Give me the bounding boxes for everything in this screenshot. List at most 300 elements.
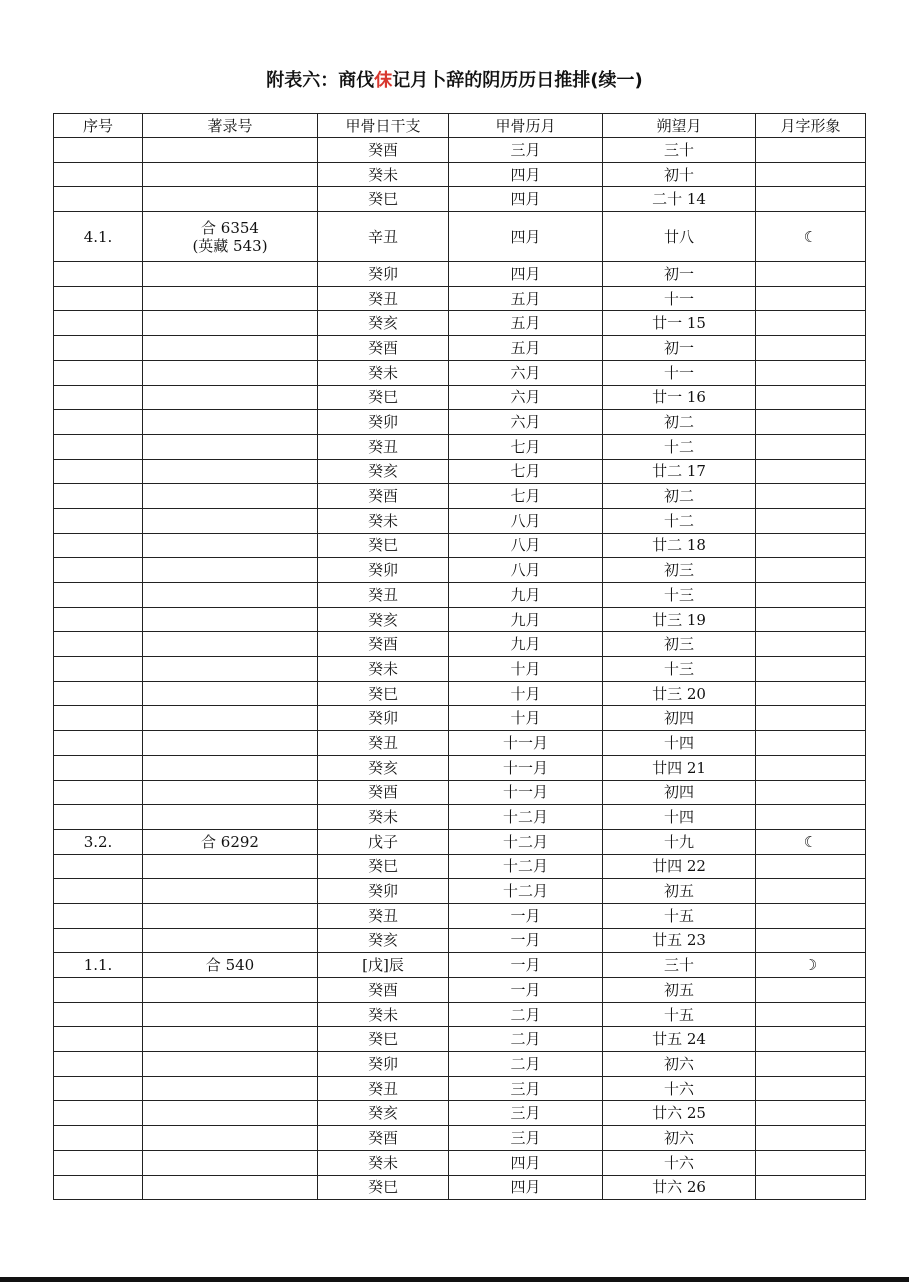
month-cell: 七月 xyxy=(449,459,603,484)
ganzhi-cell: 癸未 xyxy=(318,162,449,187)
ref-cell xyxy=(143,459,318,484)
lunar-cell: 十五 xyxy=(603,903,756,928)
header-ref: 著录号 xyxy=(143,114,318,138)
month-cell: 九月 xyxy=(449,583,603,608)
ganzhi-cell: 癸未 xyxy=(318,508,449,533)
table-row xyxy=(54,162,866,187)
lunar-cell: 十五 xyxy=(603,1002,756,1027)
seq-cell xyxy=(54,1076,143,1101)
table-row xyxy=(54,879,866,904)
ganzhi-cell: 癸丑 xyxy=(318,286,449,311)
month-cell: 三月 xyxy=(449,1126,603,1151)
ganzhi-cell: 癸卯 xyxy=(318,879,449,904)
ganzhi-cell: 癸丑 xyxy=(318,1076,449,1101)
seq-cell xyxy=(54,336,143,361)
seq-cell xyxy=(54,1101,143,1126)
table-row xyxy=(54,903,866,928)
seq-cell xyxy=(54,978,143,1003)
seq-cell xyxy=(54,879,143,904)
ref-cell xyxy=(143,583,318,608)
moon-shape-cell xyxy=(756,583,866,608)
month-cell: 二月 xyxy=(449,1052,603,1077)
ganzhi-cell: 戊子 xyxy=(318,829,449,854)
ref-cell xyxy=(143,1002,318,1027)
moon-shape-cell xyxy=(756,311,866,336)
moon-shape-cell xyxy=(756,262,866,287)
moon-shape-cell xyxy=(756,533,866,558)
month-cell: 十二月 xyxy=(449,805,603,830)
month-cell: 十月 xyxy=(449,706,603,731)
month-cell: 十二月 xyxy=(449,829,603,854)
ganzhi-cell: 癸酉 xyxy=(318,1126,449,1151)
lunar-calendar-table xyxy=(53,113,866,1200)
seq-cell: 3.2. xyxy=(54,829,143,854)
ganzhi-cell: 癸丑 xyxy=(318,903,449,928)
month-cell: 二月 xyxy=(449,1027,603,1052)
month-cell: 四月 xyxy=(449,212,603,262)
ganzhi-cell: 癸卯 xyxy=(318,410,449,435)
table-row xyxy=(54,360,866,385)
seq-cell xyxy=(54,706,143,731)
moon-shape-cell xyxy=(756,385,866,410)
ref-cell xyxy=(143,978,318,1003)
header-month: 甲骨历月 xyxy=(449,114,603,138)
ref-cell: 合 6292 xyxy=(143,829,318,854)
ref-cell xyxy=(143,336,318,361)
ref-cell: 合 540 xyxy=(143,953,318,978)
month-cell: 一月 xyxy=(449,903,603,928)
ganzhi-cell: 癸卯 xyxy=(318,706,449,731)
ganzhi-cell: 癸未 xyxy=(318,657,449,682)
month-cell: 三月 xyxy=(449,1076,603,1101)
lunar-cell: 十一 xyxy=(603,286,756,311)
lunar-cell: 初四 xyxy=(603,780,756,805)
ref-cell xyxy=(143,286,318,311)
moon-shape-cell xyxy=(756,508,866,533)
month-cell: 五月 xyxy=(449,311,603,336)
table-row xyxy=(54,558,866,583)
ganzhi-cell: 癸巳 xyxy=(318,187,449,212)
moon-shape-cell xyxy=(756,928,866,953)
moon-shape-cell xyxy=(756,854,866,879)
lunar-cell: 初五 xyxy=(603,879,756,904)
month-cell: 四月 xyxy=(449,162,603,187)
seq-cell xyxy=(54,583,143,608)
moon-shape-cell xyxy=(756,903,866,928)
moon-shape-cell xyxy=(756,187,866,212)
table-row xyxy=(54,607,866,632)
month-cell: 五月 xyxy=(449,336,603,361)
ganzhi-cell: 癸酉 xyxy=(318,780,449,805)
table-row xyxy=(54,459,866,484)
ganzhi-cell: 癸亥 xyxy=(318,459,449,484)
table-row xyxy=(54,731,866,756)
header-lunar: 朔望月 xyxy=(603,114,756,138)
month-cell: 十一月 xyxy=(449,780,603,805)
month-cell: 六月 xyxy=(449,385,603,410)
ganzhi-cell: 辛丑 xyxy=(318,212,449,262)
ganzhi-cell: 癸未 xyxy=(318,805,449,830)
seq-cell xyxy=(54,262,143,287)
seq-cell xyxy=(54,162,143,187)
table-row xyxy=(54,829,866,854)
moon-shape-cell xyxy=(756,410,866,435)
seq-cell xyxy=(54,1175,143,1200)
table-row xyxy=(54,311,866,336)
ganzhi-cell: 癸丑 xyxy=(318,434,449,459)
ganzhi-cell: [戊]辰 xyxy=(318,953,449,978)
month-cell: 三月 xyxy=(449,1101,603,1126)
moon-shape-cell xyxy=(756,805,866,830)
table-header-row xyxy=(54,114,866,138)
table-row xyxy=(54,138,866,163)
table-row xyxy=(54,484,866,509)
table-row xyxy=(54,385,866,410)
table-row xyxy=(54,755,866,780)
ref-cell xyxy=(143,607,318,632)
lunar-cell: 十九 xyxy=(603,829,756,854)
moon-shape-cell xyxy=(756,1052,866,1077)
ganzhi-cell: 癸未 xyxy=(318,1150,449,1175)
seq-cell xyxy=(54,434,143,459)
ref-cell xyxy=(143,1126,318,1151)
lunar-cell: 初一 xyxy=(603,336,756,361)
ref-cell xyxy=(143,879,318,904)
month-cell: 十二月 xyxy=(449,854,603,879)
lunar-cell: 十四 xyxy=(603,805,756,830)
table-row xyxy=(54,1175,866,1200)
lunar-cell: 廿三 19 xyxy=(603,607,756,632)
lunar-cell: 廿八 xyxy=(603,212,756,262)
seq-cell xyxy=(54,607,143,632)
seq-cell xyxy=(54,681,143,706)
ganzhi-cell: 癸亥 xyxy=(318,928,449,953)
month-cell: 四月 xyxy=(449,1150,603,1175)
month-cell: 九月 xyxy=(449,607,603,632)
month-cell: 四月 xyxy=(449,1175,603,1200)
lunar-cell: 初三 xyxy=(603,632,756,657)
ganzhi-cell: 癸卯 xyxy=(318,262,449,287)
ref-cell xyxy=(143,1101,318,1126)
seq-cell xyxy=(54,805,143,830)
lunar-cell: 十二 xyxy=(603,434,756,459)
lunar-cell: 廿二 17 xyxy=(603,459,756,484)
table-row xyxy=(54,533,866,558)
seq-cell xyxy=(54,632,143,657)
moon-shape-cell: ☽ xyxy=(756,953,866,978)
moon-shape-cell xyxy=(756,286,866,311)
moon-shape-cell xyxy=(756,879,866,904)
ganzhi-cell: 癸亥 xyxy=(318,311,449,336)
moon-shape-cell xyxy=(756,978,866,1003)
month-cell: 八月 xyxy=(449,558,603,583)
seq-cell xyxy=(54,138,143,163)
lunar-cell: 初六 xyxy=(603,1126,756,1151)
table-row xyxy=(54,706,866,731)
month-cell: 十月 xyxy=(449,681,603,706)
lunar-cell: 初二 xyxy=(603,410,756,435)
ganzhi-cell: 癸丑 xyxy=(318,583,449,608)
lunar-cell: 廿三 20 xyxy=(603,681,756,706)
month-cell: 八月 xyxy=(449,533,603,558)
seq-cell xyxy=(54,657,143,682)
ref-cell xyxy=(143,385,318,410)
month-cell: 十一月 xyxy=(449,731,603,756)
table-row xyxy=(54,1002,866,1027)
seq-cell xyxy=(54,903,143,928)
seq-cell xyxy=(54,558,143,583)
month-cell: 五月 xyxy=(449,286,603,311)
ref-cell xyxy=(143,1052,318,1077)
ganzhi-cell: 癸巳 xyxy=(318,1175,449,1200)
ref-cell xyxy=(143,558,318,583)
moon-shape-cell xyxy=(756,755,866,780)
seq-cell xyxy=(54,484,143,509)
lunar-cell: 廿五 23 xyxy=(603,928,756,953)
ganzhi-cell: 癸巳 xyxy=(318,533,449,558)
ganzhi-cell: 癸卯 xyxy=(318,1052,449,1077)
ref-cell xyxy=(143,928,318,953)
moon-shape-cell: ☾ xyxy=(756,212,866,262)
moon-shape-cell xyxy=(756,558,866,583)
lunar-cell: 初三 xyxy=(603,558,756,583)
table-row xyxy=(54,583,866,608)
lunar-cell: 廿五 24 xyxy=(603,1027,756,1052)
ganzhi-cell: 癸酉 xyxy=(318,484,449,509)
month-cell: 四月 xyxy=(449,262,603,287)
lunar-cell: 十二 xyxy=(603,508,756,533)
ref-cell xyxy=(143,805,318,830)
table-row xyxy=(54,854,866,879)
table-row xyxy=(54,410,866,435)
header-shape: 月字形象 xyxy=(756,114,866,138)
seq-cell xyxy=(54,286,143,311)
moon-shape-cell: ☾ xyxy=(756,829,866,854)
table-row xyxy=(54,1126,866,1151)
ganzhi-cell: 癸亥 xyxy=(318,607,449,632)
ref-cell xyxy=(143,1150,318,1175)
ref-cell xyxy=(143,706,318,731)
ref-cell xyxy=(143,311,318,336)
table-row xyxy=(54,262,866,287)
moon-shape-cell xyxy=(756,1076,866,1101)
table-row xyxy=(54,681,866,706)
table-row xyxy=(54,286,866,311)
seq-cell xyxy=(54,385,143,410)
ganzhi-cell: 癸未 xyxy=(318,1002,449,1027)
lunar-cell: 廿六 26 xyxy=(603,1175,756,1200)
moon-shape-cell xyxy=(756,731,866,756)
month-cell: 十一月 xyxy=(449,755,603,780)
ref-cell xyxy=(143,780,318,805)
moon-shape-cell xyxy=(756,360,866,385)
seq-cell xyxy=(54,928,143,953)
ref-cell xyxy=(143,1175,318,1200)
table-row xyxy=(54,508,866,533)
lunar-cell: 十一 xyxy=(603,360,756,385)
ganzhi-cell: 癸酉 xyxy=(318,138,449,163)
moon-shape-cell xyxy=(756,1002,866,1027)
table-row xyxy=(54,1101,866,1126)
ganzhi-cell: 癸巳 xyxy=(318,854,449,879)
ref-cell xyxy=(143,138,318,163)
seq-cell: 4.1. xyxy=(54,212,143,262)
moon-shape-cell xyxy=(756,706,866,731)
month-cell: 七月 xyxy=(449,434,603,459)
seq-cell: 1.1. xyxy=(54,953,143,978)
lunar-cell: 十三 xyxy=(603,657,756,682)
table-row xyxy=(54,187,866,212)
seq-cell xyxy=(54,360,143,385)
title-red-char: 𠇱 xyxy=(374,70,393,91)
table-row xyxy=(54,1076,866,1101)
ganzhi-cell: 癸丑 xyxy=(318,731,449,756)
ref-cell xyxy=(143,632,318,657)
month-cell: 一月 xyxy=(449,953,603,978)
moon-shape-cell xyxy=(756,1150,866,1175)
ref-cell xyxy=(143,731,318,756)
lunar-cell: 廿四 22 xyxy=(603,854,756,879)
title-prefix: 附表六：商伐 xyxy=(266,70,375,91)
ref-cell xyxy=(143,187,318,212)
lunar-cell: 初一 xyxy=(603,262,756,287)
moon-shape-cell xyxy=(756,681,866,706)
moon-shape-cell xyxy=(756,657,866,682)
ganzhi-cell: 癸酉 xyxy=(318,978,449,1003)
ref-secondary: (英藏 543) xyxy=(192,236,268,255)
ref-cell xyxy=(143,1027,318,1052)
moon-shape-cell xyxy=(756,336,866,361)
seq-cell xyxy=(54,854,143,879)
lunar-cell: 廿二 18 xyxy=(603,533,756,558)
moon-shape-cell xyxy=(756,434,866,459)
ganzhi-cell: 癸巳 xyxy=(318,385,449,410)
moon-shape-cell xyxy=(756,607,866,632)
seq-cell xyxy=(54,187,143,212)
seq-cell xyxy=(54,780,143,805)
month-cell: 一月 xyxy=(449,928,603,953)
month-cell: 六月 xyxy=(449,410,603,435)
month-cell: 六月 xyxy=(449,360,603,385)
table-row xyxy=(54,928,866,953)
lunar-cell: 初六 xyxy=(603,1052,756,1077)
ganzhi-cell: 癸亥 xyxy=(318,755,449,780)
ref-cell xyxy=(143,434,318,459)
lunar-cell: 十六 xyxy=(603,1150,756,1175)
ref-cell xyxy=(143,162,318,187)
lunar-cell: 初四 xyxy=(603,706,756,731)
moon-shape-cell xyxy=(756,1126,866,1151)
page-title xyxy=(0,66,909,92)
seq-cell xyxy=(54,508,143,533)
ref-cell xyxy=(143,262,318,287)
lunar-cell: 二十 14 xyxy=(603,187,756,212)
ref-primary: 合 6354 xyxy=(201,218,259,237)
lunar-cell: 廿四 21 xyxy=(603,755,756,780)
ref-cell xyxy=(143,212,318,262)
ganzhi-cell: 癸未 xyxy=(318,360,449,385)
seq-cell xyxy=(54,459,143,484)
month-cell: 一月 xyxy=(449,978,603,1003)
month-cell: 四月 xyxy=(449,187,603,212)
ref-cell xyxy=(143,755,318,780)
page-bottom-rule xyxy=(0,1277,909,1282)
lunar-cell: 十六 xyxy=(603,1076,756,1101)
lunar-cell: 初十 xyxy=(603,162,756,187)
seq-cell xyxy=(54,1027,143,1052)
ganzhi-cell: 癸酉 xyxy=(318,632,449,657)
table-row xyxy=(54,657,866,682)
ref-cell xyxy=(143,903,318,928)
ganzhi-cell: 癸酉 xyxy=(318,336,449,361)
lunar-cell: 廿六 25 xyxy=(603,1101,756,1126)
moon-shape-cell xyxy=(756,484,866,509)
lunar-cell: 初二 xyxy=(603,484,756,509)
ganzhi-cell: 癸卯 xyxy=(318,558,449,583)
title-suffix: 记月卜辞的阴历历日推排(续一) xyxy=(392,70,643,91)
moon-shape-cell xyxy=(756,459,866,484)
month-cell: 二月 xyxy=(449,1002,603,1027)
ref-cell xyxy=(143,1076,318,1101)
table-row xyxy=(54,1027,866,1052)
header-seq: 序号 xyxy=(54,114,143,138)
table-row xyxy=(54,780,866,805)
month-cell: 九月 xyxy=(449,632,603,657)
ref-cell xyxy=(143,508,318,533)
ref-cell xyxy=(143,410,318,435)
seq-cell xyxy=(54,311,143,336)
ref-cell xyxy=(143,854,318,879)
seq-cell xyxy=(54,1150,143,1175)
month-cell: 十月 xyxy=(449,657,603,682)
lunar-cell: 初五 xyxy=(603,978,756,1003)
lunar-cell: 十四 xyxy=(603,731,756,756)
month-cell: 十二月 xyxy=(449,879,603,904)
lunar-cell: 廿一 15 xyxy=(603,311,756,336)
table-row xyxy=(54,336,866,361)
seq-cell xyxy=(54,1126,143,1151)
moon-shape-cell xyxy=(756,162,866,187)
month-cell: 八月 xyxy=(449,508,603,533)
month-cell: 三月 xyxy=(449,138,603,163)
ref-cell xyxy=(143,657,318,682)
ganzhi-cell: 癸巳 xyxy=(318,681,449,706)
ref-cell xyxy=(143,533,318,558)
moon-shape-cell xyxy=(756,138,866,163)
seq-cell xyxy=(54,533,143,558)
month-cell: 七月 xyxy=(449,484,603,509)
seq-cell xyxy=(54,731,143,756)
lunar-cell: 三十 xyxy=(603,953,756,978)
table-row xyxy=(54,212,866,262)
table-row xyxy=(54,1052,866,1077)
seq-cell xyxy=(54,755,143,780)
moon-shape-cell xyxy=(756,1175,866,1200)
ref-cell xyxy=(143,360,318,385)
ref-cell xyxy=(143,484,318,509)
lunar-cell: 十三 xyxy=(603,583,756,608)
ganzhi-cell: 癸巳 xyxy=(318,1027,449,1052)
ganzhi-cell: 癸亥 xyxy=(318,1101,449,1126)
moon-shape-cell xyxy=(756,1101,866,1126)
moon-shape-cell xyxy=(756,780,866,805)
ref-cell xyxy=(143,681,318,706)
seq-cell xyxy=(54,1052,143,1077)
moon-shape-cell xyxy=(756,1027,866,1052)
table-row xyxy=(54,978,866,1003)
seq-cell xyxy=(54,410,143,435)
header-ganzhi: 甲骨日干支 xyxy=(318,114,449,138)
